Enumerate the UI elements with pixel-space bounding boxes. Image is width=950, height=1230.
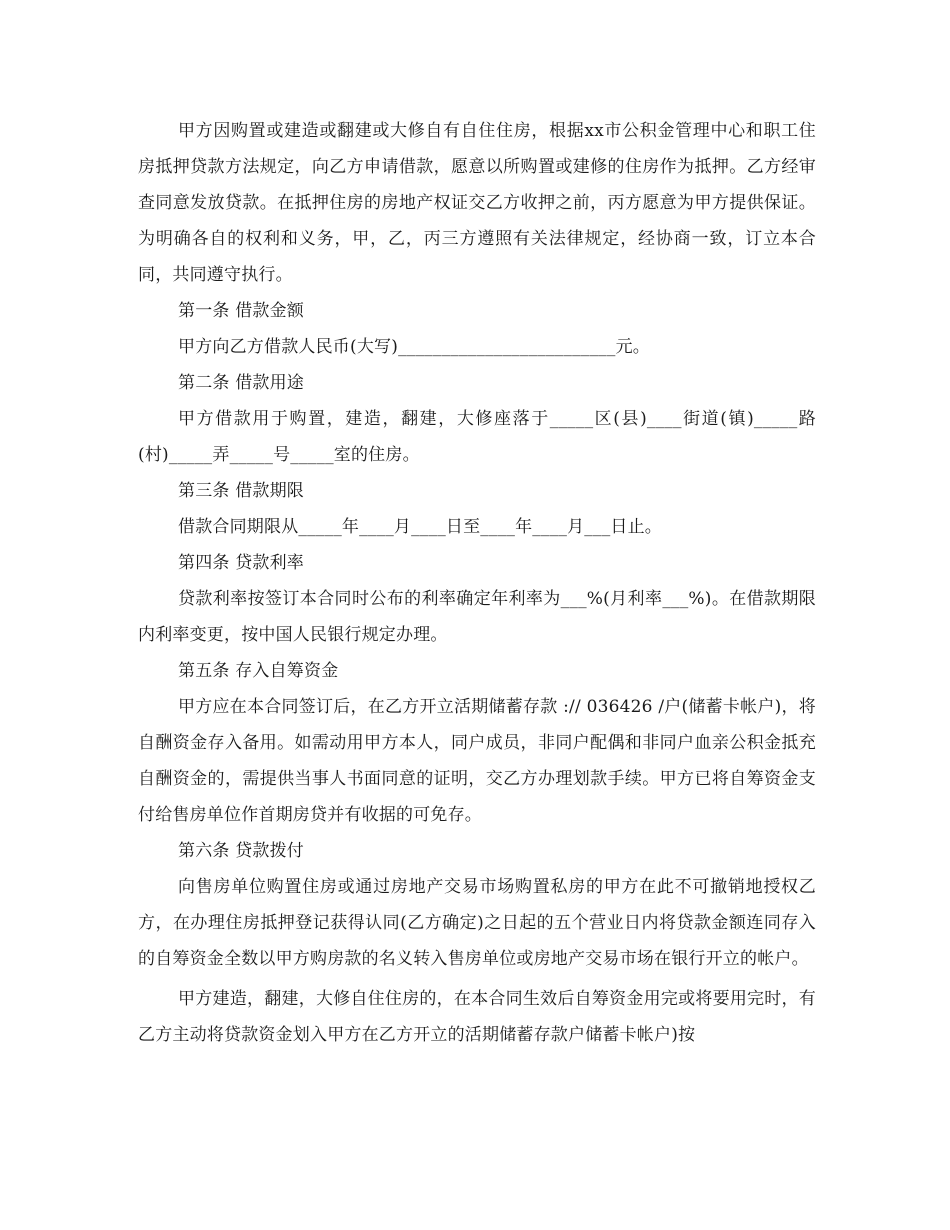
article-6-body: 向售房单位购置住房或通过房地产交易市场购置私房的甲方在此不可撤销地授权乙方，在办理住房抵押登记获得认同(乙方确定)之日起的五个营业日内将贷款金额连同存入的自筹资金全数以甲方购房款的名义转入售房单位或房地产交易市场在银行开立的帐户。 (138, 877, 816, 969)
article-3-body: 借款合同期限从_____年____月____日至____年____月___日止。 (178, 517, 662, 537)
article-1-body: 甲方向乙方借款人民币(大写)_________________________元。 (178, 337, 650, 357)
article-3-heading: 第三条 借款期限 (178, 481, 305, 501)
article-2-body: 甲方借款用于购置，建造，翻建，大修座落于_____区(县)____街道(镇)_____路(村)_____弄_____号_____室的住房。 (138, 409, 816, 465)
document-body (138, 113, 816, 1053)
preamble-paragraph: 甲方因购置或建造或翻建或大修自有自住住房，根据xx市公积金管理中心和职工住房抵押贷款方法规定，向乙方申请借款，愿意以所购置或建修的住房作为抵押。乙方经审查同意发放贷款。在抵押住房的房地产权证交乙方收押之前，丙方愿意为甲方提供保证。为明确各自的权利和义务，甲，乙，丙三方遵照有关法律规定，经协商一致，订立本合同，共同遵守执行。 (138, 121, 816, 285)
article-2-heading: 第二条 借款用途 (178, 373, 305, 393)
article-5-body: 甲方应在本合同签订后，在乙方开立活期储蓄存款 :// 036426 /户(储蓄卡帐户)，将自酬资金存入备用。如需动用甲方本人，同户成员，非同户配偶和非同户血亲公积金抵充自酬资金的，需提供当事人书面同意的证明，交乙方办理划款手续。甲方已将自筹资金支付给售房单位作首期房贷并有收据的可免存。 (138, 697, 816, 825)
article-4-body: 贷款利率按签订本合同时公布的利率确定年利率为___%(月利率___%)。在借款期限内利率变更，按中国人民银行规定办理。 (138, 589, 816, 645)
article-1-heading: 第一条 借款金额 (178, 301, 305, 321)
article-5-heading: 第五条 存入自筹资金 (178, 661, 339, 681)
article-6-body-continued: 甲方建造，翻建，大修自住住房的，在本合同生效后自筹资金用完或将要用完时，有乙方主动将贷款资金划入甲方在乙方开立的活期储蓄存款户储蓄卡帐户)按 (138, 989, 816, 1045)
article-4-heading: 第四条 贷款利率 (178, 553, 305, 573)
article-6-heading: 第六条 贷款拨付 (178, 841, 305, 861)
